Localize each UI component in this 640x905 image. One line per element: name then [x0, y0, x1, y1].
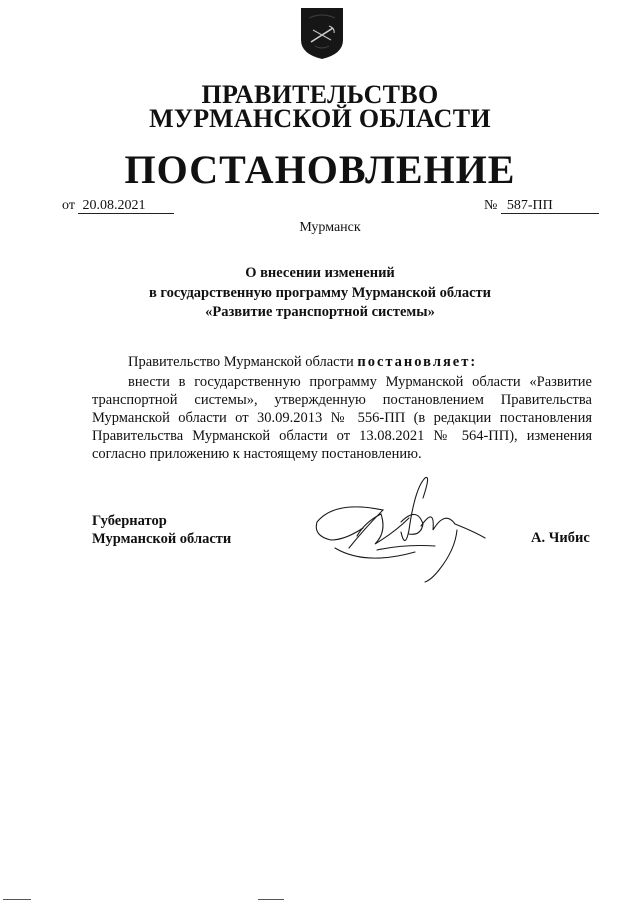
- preamble-verb: постановляет:: [357, 354, 478, 370]
- document-number: [484, 198, 599, 214]
- document-type: ПОСТАНОВЛЕНИЕ: [124, 147, 516, 192]
- footer-rule-left: [3, 899, 31, 900]
- document-date: [62, 198, 174, 214]
- signer-position-line2: Мурманской области: [92, 531, 232, 547]
- date-prefix: от: [62, 198, 75, 213]
- signer-position-line1: Губернатор: [92, 513, 167, 529]
- number-value: 587-ПП: [501, 198, 599, 214]
- footer-rule-center: [258, 899, 284, 900]
- city: Мурманск: [299, 220, 361, 235]
- coat-of-arms-icon: [299, 6, 345, 60]
- organization-name-line1: ПРАВИТЕЛЬСТВО: [201, 80, 439, 109]
- title-line3: «Развитие транспортной системы»: [205, 304, 435, 320]
- date-value: 20.08.2021: [78, 198, 174, 214]
- preamble: [92, 353, 592, 371]
- signer-name: А. Чибис: [531, 530, 590, 546]
- number-prefix: №: [484, 198, 498, 213]
- organization-name-line2: МУРМАНСКОЙ ОБЛАСТИ: [149, 104, 491, 133]
- signer-position: [92, 512, 231, 548]
- title-line1: О внесении изменений: [245, 265, 395, 281]
- handwritten-signature: [305, 470, 505, 590]
- title-line2: в государственную программу Мурманской области: [148, 285, 492, 301]
- resolution-paragraph: внести в государственную программу Мурманской области «Развитие транспортной системы», утвержденную постановлением Правительства Мурманской области от 30.09.2013 № 556-ПП (в редакции постановления Правительства Мурманской области от 13.08.2021 № 564-ПП), изменения согласно приложению к настоящему постановлению.: [92, 374, 592, 462]
- preamble-subject: Правительство Мурманской области: [128, 354, 358, 370]
